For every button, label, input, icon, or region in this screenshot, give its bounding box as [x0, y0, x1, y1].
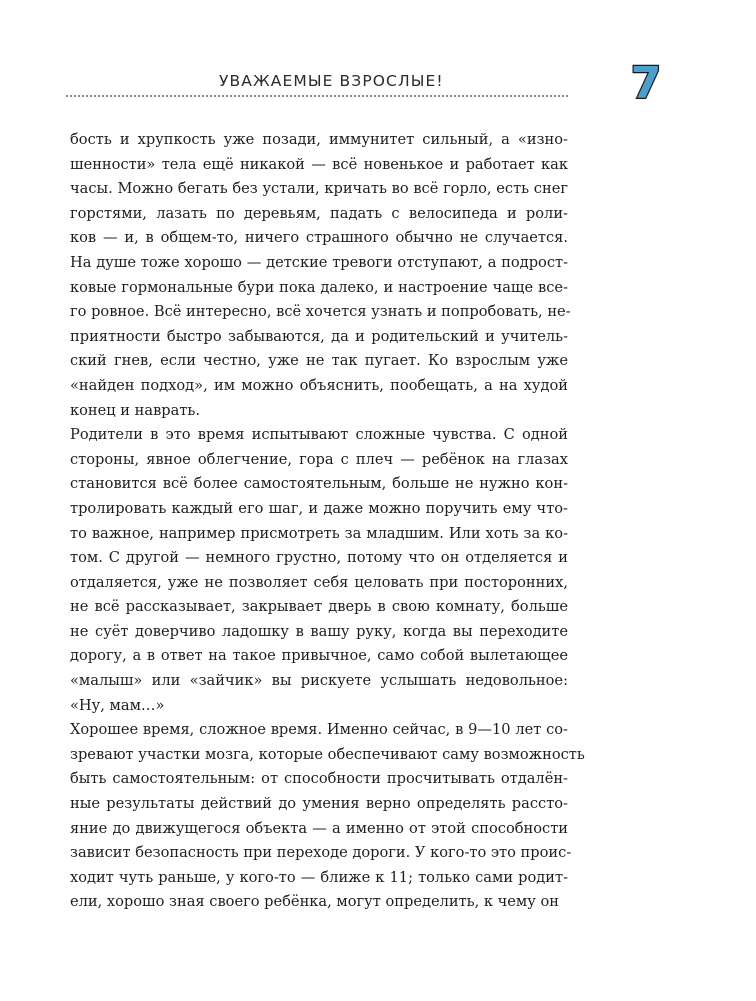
text-line: не всё рассказывает, закрывает дверь в свою комнату, больше [70, 598, 568, 616]
text-line: быть самостоятельным: от способности просчитывать отдалён- [70, 770, 568, 788]
text-line: ходит чуть раньше, у кого-то — ближе к 11; только сами родит- [70, 868, 568, 886]
text-line: ели, хорошо зная своего ребёнка, могут определить, к чему он [70, 893, 560, 911]
running-title: УВАЖАЕМЫЕ ВЗРОСЛЫЕ! [219, 72, 444, 90]
body-text [70, 128, 585, 915]
page-number-graphic [626, 58, 666, 108]
text-line: шенности» тела ещё никакой — всё новенькое и работает как [70, 155, 568, 173]
text-line: зревают участки мозга, которые обеспечивают саму возможность [70, 745, 585, 763]
text-line: «малыш» или «зайчик» вы рискуете услышать недовольное: [70, 672, 568, 690]
text-line: яние до движущегося объекта — а именно от этой способности [70, 819, 568, 837]
text-line: Хорошее время, сложное время. Именно сейчас, в 9—10 лет со- [70, 721, 568, 739]
text-line: приятности быстро забываются, да и родительский и учитель- [70, 327, 568, 345]
text-line: ский гнев, если честно, уже не так пугает. Ко взрослым уже [70, 352, 568, 370]
text-line: становится всё более самостоятельным, больше не нужно кон- [70, 475, 568, 493]
text-line: На душе тоже хорошо — детские тревоги отступают, а подрост- [70, 253, 568, 271]
text-line: отдаляется, уже не позволяет себя целовать при посторонних, [70, 573, 568, 591]
text-line: Родители в это время испытывают сложные чувства. С одной [70, 426, 568, 444]
text-line: ные результаты действий до умения верно определять рассто- [70, 795, 568, 813]
text-line: том. С другой — немного грустно, потому что он отделяется и [70, 549, 568, 567]
paragraph [70, 423, 568, 718]
page-number-text: 7 [630, 58, 662, 108]
text-line: часы. Можно бегать без устали, кричать во всё горло, есть снег [70, 180, 568, 198]
text-line: го ровное. Всё интересно, всё хочется узнать и попробовать, не- [70, 303, 571, 321]
text-line: ковые гормональные бури пока далеко, и настроение чаще все- [70, 278, 568, 296]
text-line: стороны, явное облегчение, гора с плеч — ребёнок на глазах [70, 450, 568, 468]
text-line: ков — и, в общем-то, ничего страшного обычно не случается. [70, 229, 568, 247]
text-line: конец и наврать. [70, 401, 201, 419]
text-line: «Ну, мам…» [70, 696, 165, 714]
paragraph [70, 128, 571, 423]
text-line: то важное, например присмотреть за младшим. Или хоть за ко- [70, 524, 568, 542]
header-dotted-rule [66, 95, 568, 97]
text-line: зависит безопасность при переходе дороги. У кого-то это проис- [70, 844, 572, 862]
text-line: «найден подход», им можно объяснить, пообещать, а на худой [70, 376, 568, 394]
text-line: не суёт доверчиво ладошку в вашу руку, когда вы переходите [70, 622, 568, 640]
text-line: бость и хрупкость уже позади, иммунитет сильный, а «изно- [70, 131, 568, 148]
paragraph [70, 718, 585, 915]
text-line: дорогу, а в ответ на такое привычное, само собой вылетающее [70, 647, 568, 665]
text-line: горстями, лазать по деревьям, падать с велосипеда и роли- [70, 204, 568, 222]
page-number [626, 58, 666, 108]
text-line: тролировать каждый его шаг, и даже можно поручить ему что- [70, 499, 568, 517]
